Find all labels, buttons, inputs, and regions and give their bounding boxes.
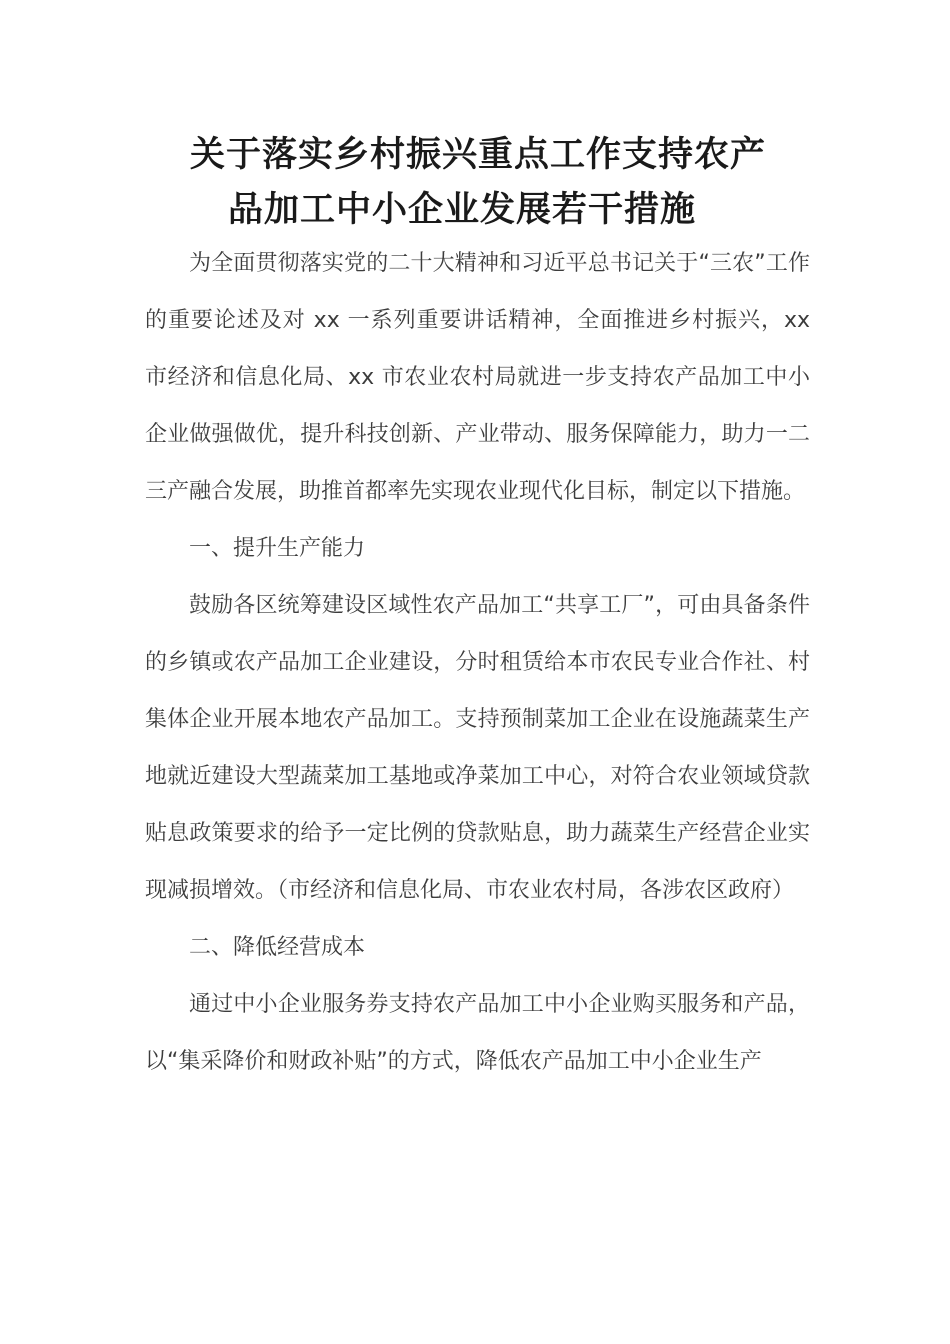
intro-paragraph: 为全面贯彻落实党的二十大精神和习近平总书记关于“三农”工作的重要论述及对 xx 一系列重要讲话精神，全面推进乡村振兴，xx 市经济和信息化局、xx 市农业农村局就进一步支持农产品加工中小企业做强做优，提升科技创新、产业带动、服务保障能力，助力一二三产融合发展，助推首都率先实现农业现代化目标，制定以下措施。	[145, 251, 810, 504]
section-heading-1: 一、提升生产能力	[189, 536, 366, 561]
title-line-1: 关于落实乡村振兴重点工作支持农产	[190, 135, 767, 175]
document-body	[145, 235, 810, 1090]
title-line-2: 品加工中小企业发展若干措施	[228, 190, 697, 230]
section-heading-2: 二、降低经营成本	[189, 935, 366, 960]
document-title	[140, 128, 820, 238]
section-2-paragraph: 通过中小企业服务券支持农产品加工中小企业购买服务和产品，以“集采降价和财政补贴”的方式，降低农产品加工中小企业生产	[145, 992, 810, 1074]
section-1-paragraph: 鼓励各区统筹建设区域性农产品加工“共享工厂”，可由具备条件的乡镇或农产品加工企业建设，分时租赁给本市农民专业合作社、村集体企业开展本地农产品加工。支持预制菜加工企业在设施蔬菜生产地就近建设大型蔬菜加工基地或净菜加工中心，对符合农业领域贷款贴息政策要求的给予一定比例的贷款贴息，助力蔬菜生产经营企业实现减损增效。（市经济和信息化局、市农业农村局，各涉农区政府）	[145, 593, 810, 903]
